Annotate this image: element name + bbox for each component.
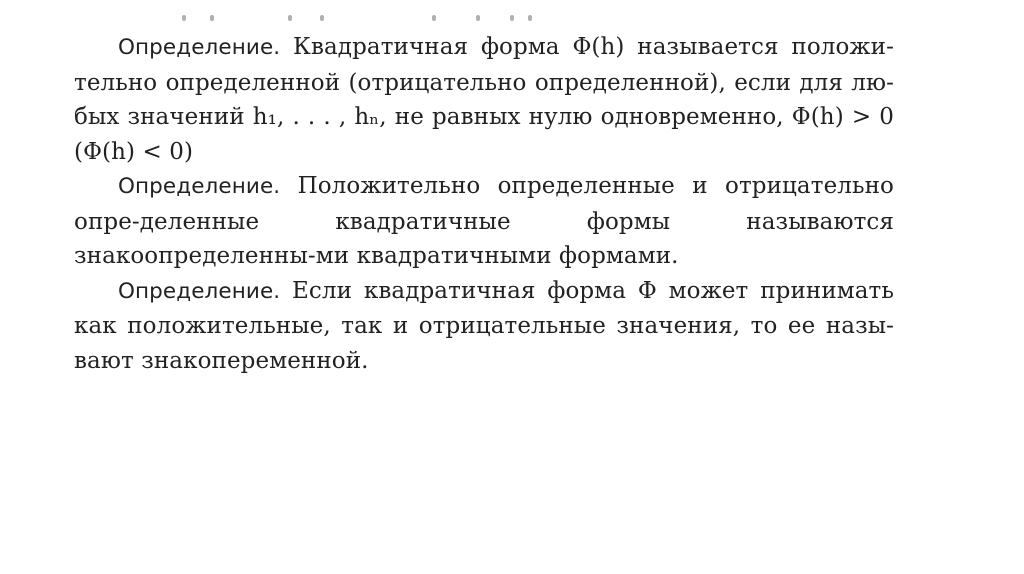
definitions-text [74, 30, 894, 378]
definition-text: Если квадратичная форма Φ может принимать как положительные, так и отрицательные значения, то ее назы-вают знакопеременной. [74, 277, 894, 374]
cropped-previous-line [170, 15, 550, 23]
definition-term: Определение. [118, 278, 281, 304]
definition-text: Квадратичная форма Φ(h) называется положи-тельно определенной (отрицательно определенной), если для лю-бых значений h₁, . . . , hₙ, не равных нулю одновременно, Φ(h) > 0 (Φ(h) < 0) [74, 34, 894, 165]
definition-text: Положительно определенные и отрицательно опре-деленные квадратичные формы называются знакоопределенны-ми квадратичными формами. [74, 173, 894, 269]
definition-paragraph-1 [74, 30, 894, 169]
definition-paragraph-3 [74, 274, 894, 379]
definition-term: Определение. [118, 174, 281, 199]
definition-paragraph-2 [74, 169, 894, 274]
definition-term: Определение. [118, 35, 281, 60]
